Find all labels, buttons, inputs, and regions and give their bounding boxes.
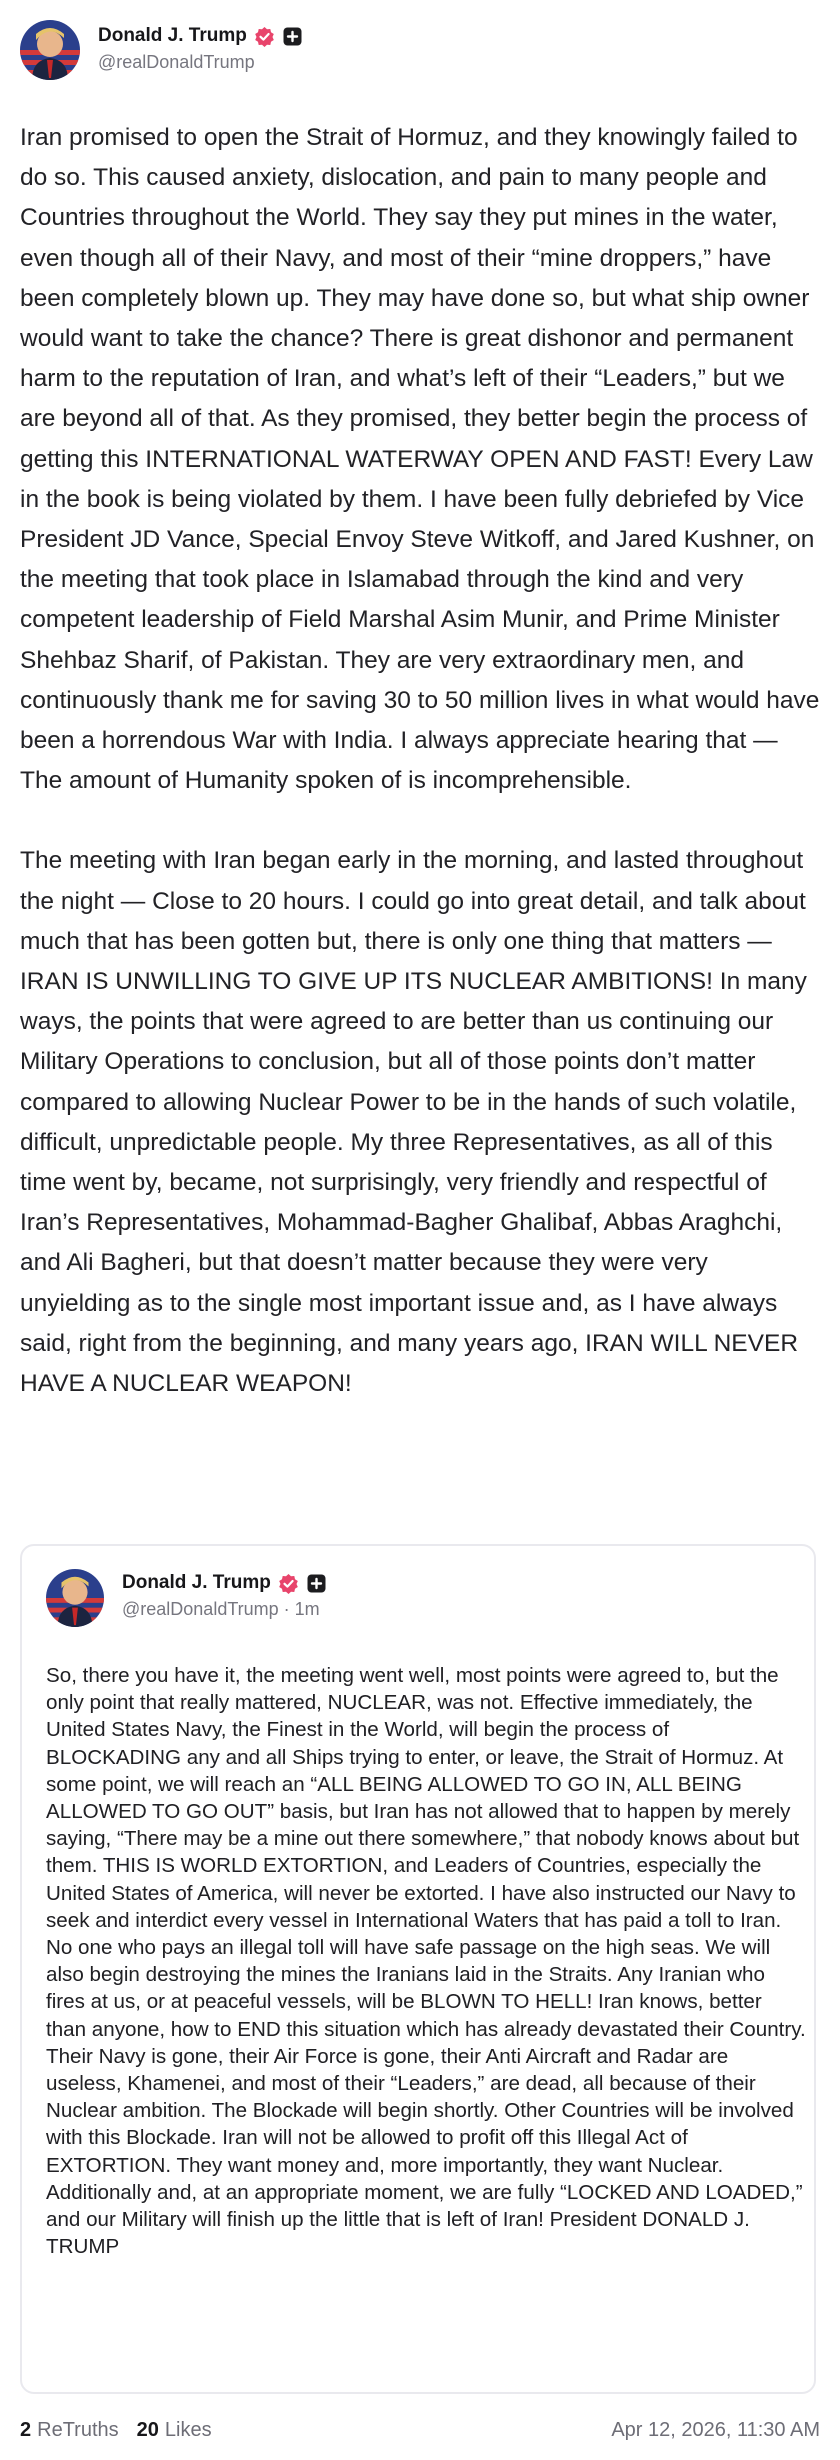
post-body: [20, 118, 820, 1444]
quoted-author-handle-time: @realDonaldTrump · 1m: [122, 1599, 320, 1619]
quoted-user-avatar-icon: [46, 1569, 104, 1627]
post-header: [20, 20, 820, 80]
retruths-label: ReTruths: [37, 2418, 119, 2441]
likes-count: 20: [136, 2418, 159, 2441]
follow-plus-icon[interactable]: [282, 26, 303, 47]
likes-label: Likes: [164, 2418, 212, 2441]
post-paragraph: Iran promised to open the Strait of Hormuz, and they knowingly failed to do so. This caused anxiety, dislocation, and pain to many people and Countries throughout the World. They say they put mines in the water, even though all of their Navy, and most of their “mine droppers,” have been completely blown up. They may have done so, but what ship owner would want to take the chance? There is great dishonor and permanent harm to the reputation of Iran, and what’s left of their “Leaders,” but we are beyond all of that. As they promised, they better begin the process of getting this INTERNATIONAL WATERWAY OPEN AND FAST! Every Law in the book is being violated by them. I have been fully debriefed by Vice President JD Vance, Special Envoy Steve Witkoff, and Jared Kushner, on the meeting that took place in Islamabad through the kind and very competent leadership of Field Marshal Asim Munir, and Prime Minister Shehbaz Sharif, of Pakistan. They are very extraordinary men, and continuously thank me for saving 30 to 50 million lives in what would have been a horrendous War with India. I always appreciate hearing that — The amount of Humanity spoken of is incomprehensible.: [20, 124, 820, 795]
post-footer: [20, 2412, 820, 2448]
author-name[interactable]: Donald J. Trump: [98, 25, 247, 46]
retruths-count: 2: [20, 2418, 32, 2441]
verified-badge-icon: [254, 26, 275, 47]
post-paragraph: The meeting with Iran began early in the morning, and lasted throughout the night — Close to 20 hours. I could go into great detail, and talk about much that has been gotten but, there is only one thing that matters — IRAN IS UNWILLING TO GIVE UP ITS NUCLEAR AMBITIONS! In many ways, the points that were agreed to are better than us continuing our Military Operations to conclusion, but all of those points don’t matter compared to allowing Nuclear Power to be in the hands of such volatile, difficult, unpredictable people. My three Representatives, as all of this time went by, became, not surprisingly, very friendly and respectful of Iran’s Representatives, Mohammad-Bagher Ghalibaf, Abbas Araghchi, and Ali Bagheri, but that doesn’t matter because they were very unyielding as to the single most important issue and, as I have always said, right from the beginning, and many years ago, IRAN WILL NEVER HAVE A NUCLEAR WEAPON!: [20, 847, 807, 1398]
quoted-verified-badge-icon: [278, 1573, 299, 1594]
quoted-author-name: Donald J. Trump: [122, 1572, 271, 1593]
user-avatar-icon[interactable]: [20, 20, 80, 80]
likes-stat[interactable]: [137, 2419, 212, 2442]
quoted-follow-plus-icon: [306, 1573, 327, 1594]
retruths-stat[interactable]: [20, 2419, 119, 2442]
author-handle[interactable]: @realDonaldTrump: [98, 52, 255, 72]
post-timestamp[interactable]: Apr 12, 2026, 11:30 AM: [611, 2418, 820, 2441]
quoted-post-body: So, there you have it, the meeting went well, most points were agreed to, but the only point that really mattered, NUCLEAR, was not. Effective immediately, the United States Navy, the Finest in the World, will begin the process of BLOCKADING any and all Ships trying to enter, or leave, the Strait of Hormuz. At some point, we will reach an “ALL BEING ALLOWED TO GO IN, ALL BEING ALLOWED TO GO OUT” basis, but Iran has not allowed that to happen by merely saying, “There may be a mine out there somewhere,” that nobody knows about but them. THIS IS WORLD EXTORTION, and Leaders of Countries, especially the United States of America, will never be extorted. I have also instructed our Navy to seek and interdict every vessel in International Waters that has paid a toll to Iran. No one who pays an illegal toll will have safe passage on the high seas. We will also begin destroying the mines the Iranians laid in the Straits. Any Iranian who fires at us, or at peaceful vessels, will be BLOWN TO HELL! Iran knows, better than anyone, how to END this situation which has already devastated their Country. Their Navy is gone, their Air Force is gone, their Anti Aircraft and Radar are useless, Khamenei, and most of their “Leaders,” are dead, all because of their Nuclear ambition. The Blockade will begin shortly. Other Countries will be involved with this Blockade. Iran will not be allowed to profit off this Illegal Act of EXTORTION. They want money and, more importantly, they want Nuclear. Additionally and, at an appropriate moment, we are fully “LOCKED AND LOADED,” and our Military will finish up the little that is left of Iran! President DONALD J. TRUMP: [46, 1664, 806, 2259]
quoted-post-card[interactable]: [20, 1544, 816, 2394]
